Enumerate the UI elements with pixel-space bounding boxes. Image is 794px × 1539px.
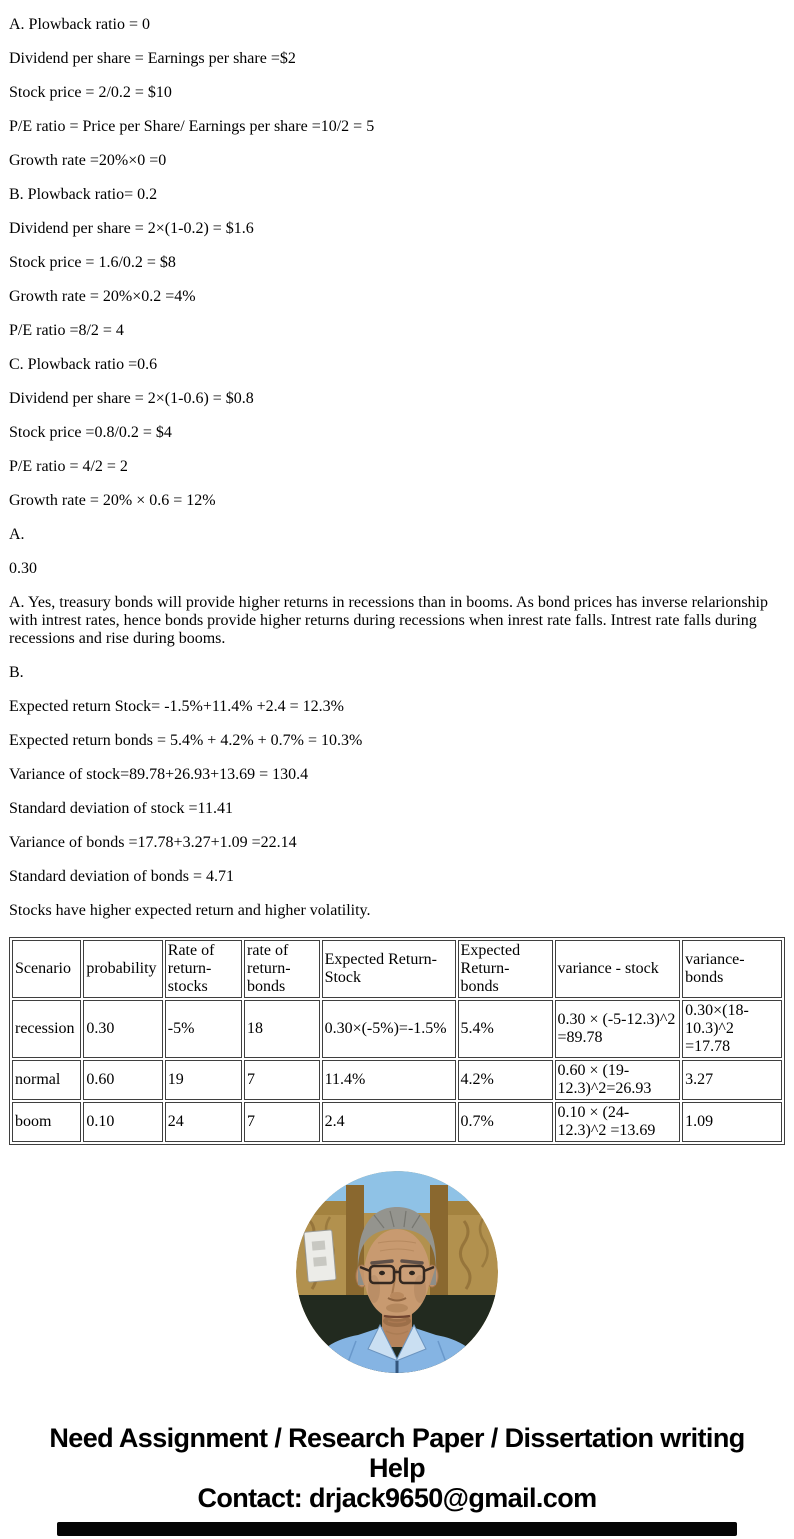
paragraph: Expected return bonds = 5.4% + 4.2% + 0.7% = 10.3% bbox=[9, 732, 363, 749]
table-cell: 0.30×(18-10.3)^2 =17.78 bbox=[682, 1000, 782, 1058]
header-cell: Expected Return-Stock bbox=[322, 940, 456, 998]
table-cell: 0.10 bbox=[83, 1102, 162, 1142]
table-cell: 0.7% bbox=[458, 1102, 553, 1142]
portrait-photo bbox=[296, 1171, 498, 1373]
table-cell: recession bbox=[12, 1000, 81, 1058]
paragraph: 0.30 bbox=[9, 560, 37, 577]
paragraph: Stock price = 1.6/0.2 = $8 bbox=[9, 254, 176, 271]
table-cell: 0.30×(-5%)=-1.5% bbox=[322, 1000, 456, 1058]
header-cell: probability bbox=[83, 940, 162, 998]
header-cell: rate of return-bonds bbox=[244, 940, 320, 998]
paragraph: B. bbox=[9, 664, 24, 681]
paragraph: Dividend per share = Earnings per share =$2 bbox=[9, 50, 296, 67]
paragraph: Standard deviation of bonds = 4.71 bbox=[9, 868, 234, 885]
table-cell: 4.2% bbox=[458, 1060, 553, 1100]
table-cell: 1.09 bbox=[682, 1102, 782, 1142]
header-cell: variance- bonds bbox=[682, 940, 782, 998]
table-cell: -5% bbox=[165, 1000, 242, 1058]
answer-content bbox=[0, 16, 794, 1513]
paragraph: B. Plowback ratio= 0.2 bbox=[9, 186, 158, 203]
document-page bbox=[0, 16, 794, 1539]
header-cell: Scenario bbox=[12, 940, 81, 998]
answer-paragraphs bbox=[9, 16, 785, 920]
paragraph: A. Plowback ratio = 0 bbox=[9, 16, 150, 33]
paragraph: Growth rate =20%×0 =0 bbox=[9, 152, 167, 169]
paragraph: A. Yes, treasury bonds will provide higher returns in recessions than in booms. As bond prices has inverse relarionship with intrest rates, hence bonds provide higher returns during recessions when inrest rate falls. Intrest rate falls during recessions and rise during booms. bbox=[9, 594, 768, 647]
scenario-table bbox=[9, 937, 785, 1145]
paragraph: Variance of bonds =17.78+3.27+1.09 =22.14 bbox=[9, 834, 297, 851]
table-cell: normal bbox=[12, 1060, 81, 1100]
paragraph: Standard deviation of stock =11.41 bbox=[9, 800, 233, 817]
table-cell: 0.30 bbox=[83, 1000, 162, 1058]
table-cell: 7 bbox=[244, 1060, 320, 1100]
contact-email-line: Contact: drjack9650@gmail.com bbox=[197, 1483, 597, 1513]
table-cell: 3.27 bbox=[682, 1060, 782, 1100]
advert-heading: Need Assignment / Research Paper / Dissertation writing Help bbox=[49, 1423, 745, 1483]
paragraph: P/E ratio = Price per Share/ Earnings per share =10/2 = 5 bbox=[9, 118, 375, 135]
paragraph: Dividend per share = 2×(1-0.6) = $0.8 bbox=[9, 390, 254, 407]
paragraph: C. Plowback ratio =0.6 bbox=[9, 356, 158, 373]
paragraph: Growth rate = 20%×0.2 =4% bbox=[9, 288, 196, 305]
paragraph: Growth rate = 20% × 0.6 = 12% bbox=[9, 492, 216, 509]
table-cell: 18 bbox=[244, 1000, 320, 1058]
paragraph: P/E ratio =8/2 = 4 bbox=[9, 322, 124, 339]
table-cell: 0.60 bbox=[83, 1060, 162, 1100]
table-cell: 24 bbox=[165, 1102, 242, 1142]
header-cell: Expected Return- bonds bbox=[458, 940, 553, 998]
paragraph: A. bbox=[9, 526, 25, 543]
table-cell: 0.60 × (19-12.3)^2=26.93 bbox=[555, 1060, 681, 1100]
table-cell: 11.4% bbox=[322, 1060, 456, 1100]
paragraph: Stock price = 2/0.2 = $10 bbox=[9, 84, 172, 101]
table-cell: 19 bbox=[165, 1060, 242, 1100]
paragraph: Stock price =0.8/0.2 = $4 bbox=[9, 424, 172, 441]
paragraph: Expected return Stock= -1.5%+11.4% +2.4 = 12.3% bbox=[9, 698, 344, 715]
advert-footer bbox=[9, 1423, 785, 1513]
paragraph: Dividend per share = 2×(1-0.2) = $1.6 bbox=[9, 220, 254, 237]
table-cell: 0.30 × (-5-12.3)^2 =89.78 bbox=[555, 1000, 681, 1058]
header-cell: Rate of return-stocks bbox=[165, 940, 242, 998]
paragraph: Stocks have higher expected return and higher volatility. bbox=[9, 902, 371, 919]
table-row bbox=[12, 1102, 782, 1142]
table-cell: 0.10 × (24- 12.3)^2 =13.69 bbox=[555, 1102, 681, 1142]
table-cell: 7 bbox=[244, 1102, 320, 1142]
table-cell: 2.4 bbox=[322, 1102, 456, 1142]
paragraph: Variance of stock=89.78+26.93+13.69 = 130.4 bbox=[9, 766, 309, 783]
person-portrait-illustration bbox=[296, 1171, 498, 1373]
paragraph: P/E ratio = 4/2 = 2 bbox=[9, 458, 128, 475]
table-row bbox=[12, 1000, 782, 1058]
bottom-black-bar bbox=[57, 1522, 737, 1536]
header-cell: variance - stock bbox=[555, 940, 681, 998]
table-row bbox=[12, 1060, 782, 1100]
table-cell: boom bbox=[12, 1102, 81, 1142]
scenario-table-header-row bbox=[12, 940, 782, 998]
table-cell: 5.4% bbox=[458, 1000, 553, 1058]
scenario-table-body bbox=[12, 1000, 782, 1142]
